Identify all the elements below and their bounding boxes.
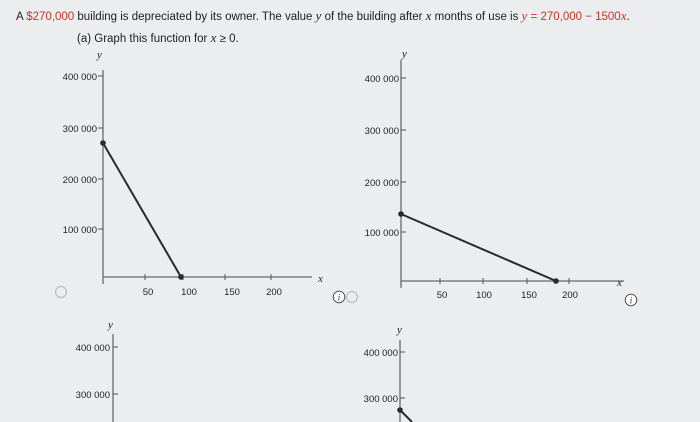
problem-text: of the building after — [321, 11, 426, 23]
y-tick-label: 300 000 — [62, 124, 97, 135]
info-icon[interactable] — [333, 291, 345, 303]
radio-option-1[interactable] — [56, 287, 67, 298]
x-tick-label: 150 — [521, 290, 537, 301]
y-tick-label: 100 000 — [62, 225, 97, 236]
x-tick-label: 50 — [436, 290, 448, 301]
x-tick-label: 200 — [562, 290, 578, 301]
x-axis-label: x — [318, 273, 323, 285]
problem-text: . — [626, 11, 630, 23]
graph-line — [103, 143, 181, 277]
y-tick-label: 400 000 — [363, 348, 398, 359]
y-tick-label: 400 000 — [75, 343, 110, 354]
x-tick-label: 50 — [142, 287, 154, 298]
y-tick-label: 400 000 — [62, 72, 97, 83]
graph-option-1[interactable] — [63, 49, 323, 298]
part-a-variable: x — [210, 30, 217, 45]
y-tick-label: 200 000 — [62, 175, 97, 186]
graph-option-3[interactable] — [76, 319, 118, 422]
radio-option-2[interactable] — [347, 292, 358, 303]
equation-rhs: 270,000 − 1500 — [540, 11, 621, 23]
svg-text:i: i — [629, 295, 633, 306]
data-point — [553, 278, 559, 284]
part-a-condition: ≥ 0. — [216, 33, 239, 45]
x-tick-label: 100 — [181, 287, 197, 298]
y-tick-label: 100 000 — [364, 228, 399, 239]
info-icon[interactable] — [625, 294, 637, 306]
x-tick-label: 200 — [266, 287, 282, 298]
y-axis-label: y — [402, 48, 407, 60]
data-point — [178, 274, 184, 280]
equation-sign: = — [527, 11, 541, 23]
x-tick-label: 100 — [476, 290, 492, 301]
svg-text:i: i — [337, 292, 341, 303]
initial-value: $270,000 — [26, 11, 75, 23]
data-point — [397, 407, 403, 413]
graph-option-4[interactable] — [364, 324, 412, 422]
y-axis-label: y — [108, 319, 113, 331]
x-axis-label: x — [617, 277, 622, 289]
data-point — [100, 140, 106, 146]
equation-y: y — [521, 8, 528, 23]
equation-x: x — [620, 8, 627, 23]
data-point — [398, 211, 404, 217]
y-axis-label: y — [97, 49, 102, 61]
graph-option-2[interactable] — [365, 48, 624, 301]
y-tick-label: 300 000 — [363, 394, 398, 405]
variable-x: x — [425, 8, 432, 23]
problem-text: A — [16, 11, 27, 23]
part-a-text: (a) Graph this function for — [77, 33, 211, 45]
y-tick-label: 300 000 — [75, 390, 110, 401]
problem-text: building is depreciated by its owner. The value — [74, 11, 316, 23]
y-tick-label: 300 000 — [364, 126, 399, 137]
y-tick-label: 200 000 — [364, 178, 399, 189]
variable-y: y — [315, 8, 322, 23]
problem-text: months of use is — [431, 11, 522, 23]
y-tick-label: 400 000 — [364, 74, 399, 85]
x-tick-label: 150 — [224, 287, 240, 298]
graph-line — [401, 214, 556, 281]
y-axis-label: y — [397, 324, 402, 336]
